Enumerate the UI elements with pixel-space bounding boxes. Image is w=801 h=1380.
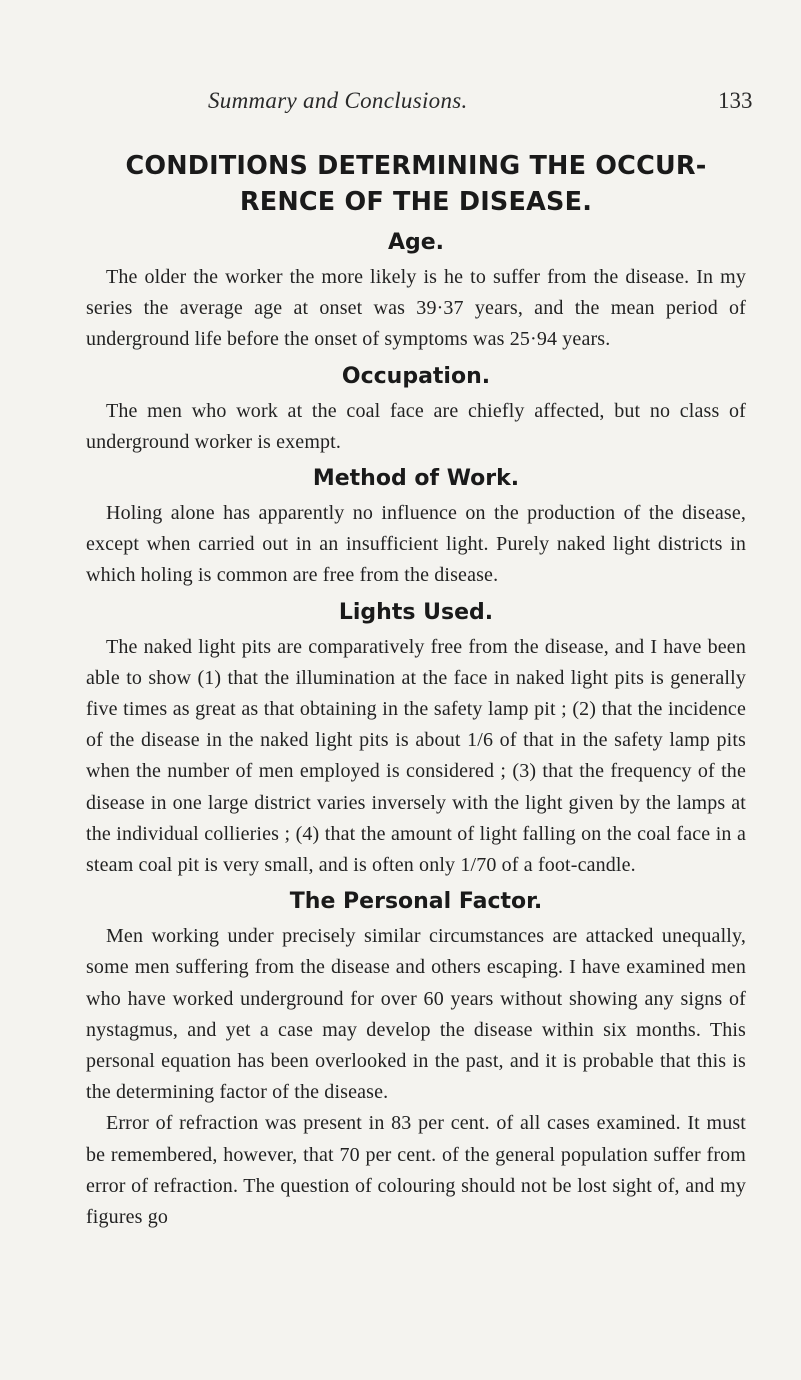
running-title: Summary and Conclusions. [208,88,468,113]
paragraph-lights-used: The naked light pits are comparatively free from the disease, and I have been able to show (1) that the illumination at the face in naked light pits is generally five times as great as that obtaining in the safety lamp pit ; (2) that the incidence of the disease in the naked light pits is about 1/6 of that in the safety lamp pits when the number of men employed is considered ; (3) that the frequency of the disease in one large district varies inversely with the light given by the lamps at the individual collieries ; (4) that the amount of light falling on the coal face in a steam coal pit is very small, and is often only 1/70 of a foot-candle. [86,635,746,877]
main-heading-line-2: RENCE OF THE DISEASE. [239,187,593,217]
page-body [86,148,746,1233]
section-heading-age: Age. [387,230,445,255]
paragraph-age: The older the worker the more likely is he to suffer from the disease. In my series the average age at onset was 39·37 years, and the mean period of underground life before the onset of symptoms was 25·94 years. [86,266,746,351]
paragraph-occupation: The men who work at the coal face are chiefly affected, but no class of underground worker is exempt. [86,399,746,453]
paragraph-method-of-work: Holing alone has apparently no influence on the production of the disease, except when carried out in an insufficient light. Purely naked light districts in which holing is common are free from the disease. [86,502,746,587]
running-header [0,88,801,118]
section-heading-personal-factor: The Personal Factor. [289,889,543,915]
page-number: 133 [718,88,753,113]
main-heading-line-1: CONDITIONS DETERMINING THE OCCUR- [125,151,707,181]
section-heading-lights-used: Lights Used. [338,599,494,625]
main-heading [86,148,746,220]
paragraph-personal-factor-1: Men working under precisely similar circumstances are attacked unequally, some men suffering from the disease and others escaping. I have examined men who have worked underground for over 60 years without showing any signs of nystagmus, and yet a case may develop the disease within six months. This personal equation has been overlooked in the past, and it is probable that this is the determining factor of the disease. [86,925,746,1104]
section-heading-occupation: Occupation. [341,363,491,389]
paragraph-personal-factor-2: Error of refraction was present in 83 per cent. of all cases examined. It must be remembered, however, that 70 per cent. of the general population suffer from error of refraction. The question of colouring should not be lost sight of, and my figures go [86,1112,746,1229]
section-heading-method-of-work: Method of Work. [312,466,520,492]
